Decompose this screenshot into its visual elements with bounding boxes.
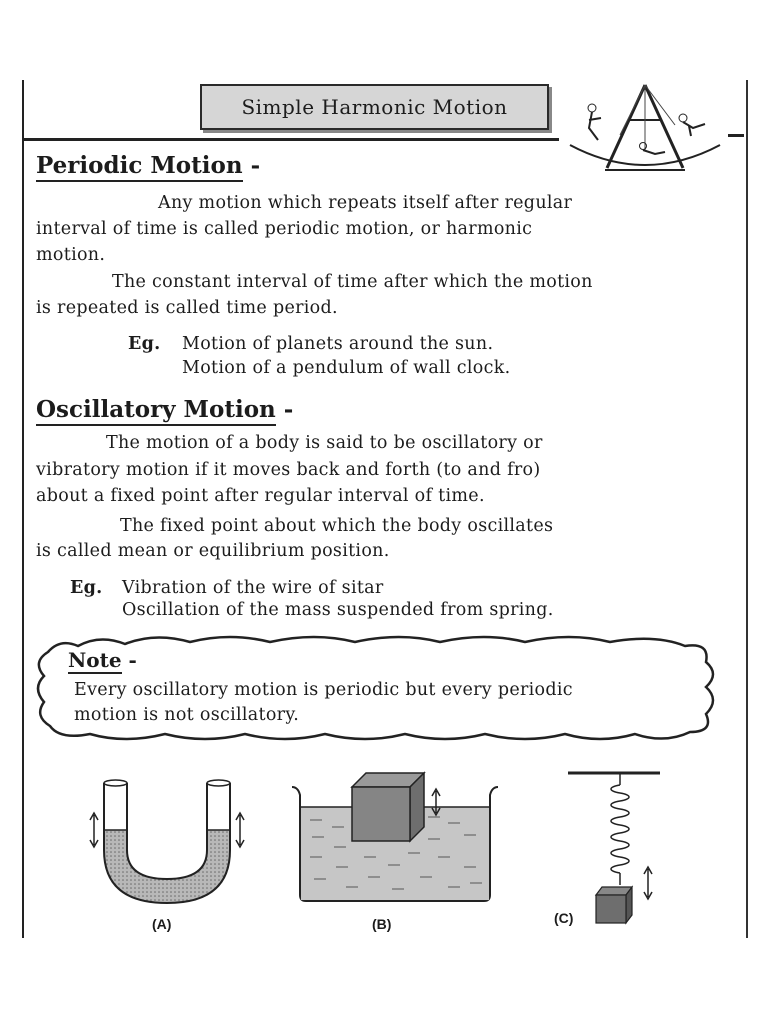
figure-b-caption: (B) (372, 916, 392, 932)
note-title-text: Note (68, 648, 122, 672)
spring-mass-diagram (560, 765, 670, 925)
title-underline (24, 138, 559, 141)
periodic-heading: Periodic Motion - (36, 152, 260, 179)
periodic-line-5: is repeated is called time period. (36, 298, 338, 318)
oscillatory-heading: Oscillatory Motion - (36, 396, 293, 423)
note-line-2: motion is not oscillatory. (74, 705, 300, 725)
page-title: Simple Harmonic Motion (200, 84, 549, 130)
oscillatory-line-1: The motion of a body is said to be oscillatory or (106, 433, 543, 453)
note-line-1: Every oscillatory motion is periodic but every periodic (74, 680, 573, 700)
periodic-line-2: interval of time is called periodic motion, or harmonic (36, 219, 533, 239)
floating-block-diagram (288, 765, 508, 905)
oscillatory-heading-text: Oscillatory Motion (36, 396, 276, 426)
oscillatory-example-1: Vibration of the wire of sitar (122, 578, 384, 598)
periodic-heading-text: Periodic Motion (36, 152, 243, 182)
periodic-eg-label: Eg. (128, 334, 161, 354)
oscillatory-line-4: The fixed point about which the body oscillates (120, 516, 554, 536)
note-title: Note - (68, 648, 137, 672)
oscillatory-line-3: about a fixed point after regular interval of time. (36, 486, 485, 506)
figure-a-caption: (A) (152, 916, 172, 932)
periodic-example-1: Motion of planets around the sun. (182, 334, 494, 354)
u-tube-diagram (82, 775, 252, 915)
periodic-example-2: Motion of a pendulum of wall clock. (182, 358, 511, 378)
oscillatory-line-5: is called mean or equilibrium position. (36, 541, 390, 561)
oscillatory-example-2: Oscillation of the mass suspended from spring. (122, 600, 554, 620)
swing-illustration (565, 80, 725, 172)
oscillatory-line-2: vibratory motion if it moves back and forth (to and fro) (36, 460, 541, 480)
periodic-line-4: The constant interval of time after which the motion (112, 272, 593, 292)
periodic-line-1: Any motion which repeats itself after regular (158, 193, 573, 213)
figure-c-caption: (C) (554, 910, 574, 926)
title-underline-right (728, 134, 744, 137)
oscillatory-eg-label: Eg. (70, 578, 103, 598)
periodic-line-3: motion. (36, 245, 106, 265)
